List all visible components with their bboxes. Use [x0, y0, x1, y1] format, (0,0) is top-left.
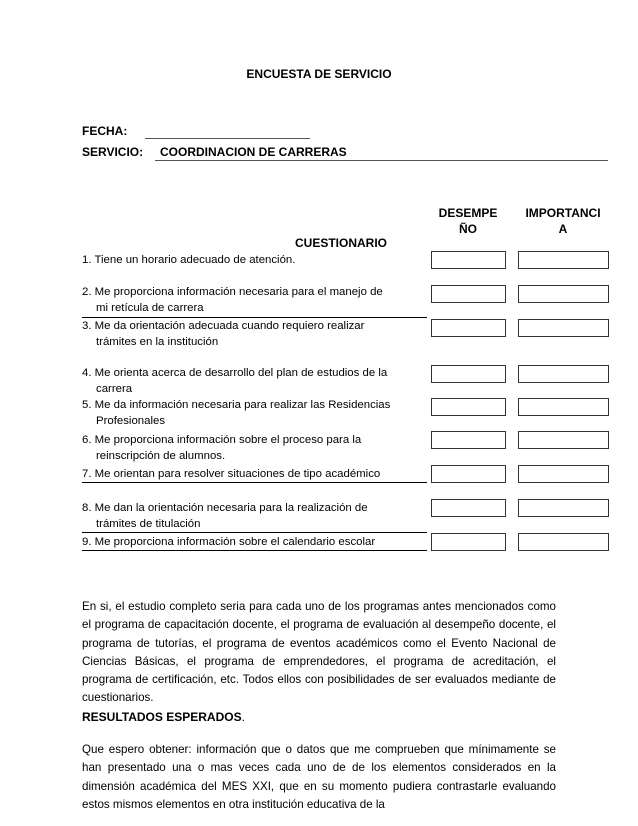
cuestionario-heading: CUESTIONARIO — [295, 236, 388, 250]
resultados-heading-text: RESULTADOS ESPERADOS — [82, 710, 242, 724]
question-4 — [82, 365, 427, 397]
q5-importancia-box[interactable] — [518, 398, 609, 416]
servicio-label: SERVICIO: — [82, 145, 144, 159]
question-text: 4. Me orienta acerca de desarrollo del plan de estudios de la — [82, 367, 388, 379]
question-row-divider — [82, 532, 427, 533]
col-importancia-line1: IMPORTANCI — [525, 206, 601, 220]
q7-desempeno-box[interactable] — [431, 465, 506, 483]
question-text: 6. Me proporciona información sobre el proceso para la — [82, 434, 362, 446]
document-title: ENCUESTA DE SERVICIO — [246, 67, 392, 81]
fecha-field[interactable] — [145, 138, 310, 139]
question-2 — [82, 284, 427, 316]
question-continuation: trámites de titulación — [96, 518, 201, 530]
col-desempeno-line2: ÑO — [459, 222, 477, 236]
resultados-heading — [82, 710, 245, 724]
question-continuation: Profesionales — [96, 415, 166, 427]
resultados-heading-suffix: . — [241, 710, 245, 724]
question-7 — [82, 466, 427, 482]
question-continuation: trámites en la institución — [96, 336, 219, 348]
col-desempeno-line1: DESEMPE — [438, 206, 498, 220]
question-9 — [82, 534, 427, 550]
body-paragraph-2: Que espero obtener: información que o datos que me comprueben que mínimamente se han presentado una o mas veces cada uno de de los elementos considerados en la dimensión académica del MES XXI, que en su momento pudiera contrastarle evaluando estos mismos elementos en otra institución educativa de la — [82, 743, 556, 811]
q1-importancia-box[interactable] — [518, 251, 609, 269]
body-paragraph-1: En si, el estudio completo seria para cada uno de los programas antes mencionados como el programa de capacitación docente, el programa de evaluación al desempeño docente, el programa de tutorías, el programa de eventos académicos como el Evento Nacional de Ciencias Básicas, el programa de emprendedores, el programa de acreditación, el programa de certificación, etc. Todos ellos con posibilidades de ser evaluados mediante de cuestionarios. — [82, 600, 556, 705]
q6-desempeno-box[interactable] — [431, 431, 506, 449]
q2-importancia-box[interactable] — [518, 285, 609, 303]
q4-desempeno-box[interactable] — [431, 365, 506, 383]
q3-desempeno-box[interactable] — [431, 319, 506, 337]
question-3 — [82, 318, 427, 350]
fecha-label: FECHA: — [82, 124, 128, 138]
q3-importancia-box[interactable] — [518, 319, 609, 337]
question-continuation: carrera — [96, 383, 133, 395]
question-text: 2. Me proporciona información necesaria para el manejo de — [82, 286, 383, 298]
question-continuation: mi retícula de carrera — [96, 302, 204, 314]
col-importancia-line2: A — [558, 222, 568, 236]
col-desempeno-heading — [428, 205, 508, 237]
question-row-divider — [82, 550, 427, 551]
q8-importancia-box[interactable] — [518, 499, 609, 517]
q1-desempeno-box[interactable] — [431, 251, 506, 269]
q4-importancia-box[interactable] — [518, 365, 609, 383]
q2-desempeno-box[interactable] — [431, 285, 506, 303]
question-8 — [82, 500, 427, 532]
question-6 — [82, 432, 427, 464]
q7-importancia-box[interactable] — [518, 465, 609, 483]
question-text: 7. Me orientan para resolver situaciones de tipo académico — [82, 468, 381, 480]
question-row-divider — [82, 482, 427, 483]
col-importancia-heading — [518, 205, 608, 237]
q9-desempeno-box[interactable] — [431, 533, 506, 551]
question-text: 8. Me dan la orientación necesaria para la realización de — [82, 502, 368, 514]
question-text: 5. Me da información necesaria para realizar las Residencias — [82, 399, 391, 411]
servicio-value: COORDINACION DE CARRERAS — [160, 145, 347, 159]
question-5 — [82, 397, 427, 429]
q5-desempeno-box[interactable] — [431, 398, 506, 416]
q8-desempeno-box[interactable] — [431, 499, 506, 517]
question-1 — [82, 252, 427, 268]
question-continuation: reinscripción de alumnos. — [96, 450, 226, 462]
question-text: 3. Me da orientación adecuada cuando requiero realizar — [82, 320, 365, 332]
q6-importancia-box[interactable] — [518, 431, 609, 449]
servicio-underline — [155, 160, 608, 161]
question-text: 9. Me proporciona información sobre el calendario escolar — [82, 536, 376, 548]
q9-importancia-box[interactable] — [518, 533, 609, 551]
question-text: 1. Tiene un horario adecuado de atención. — [82, 254, 296, 266]
